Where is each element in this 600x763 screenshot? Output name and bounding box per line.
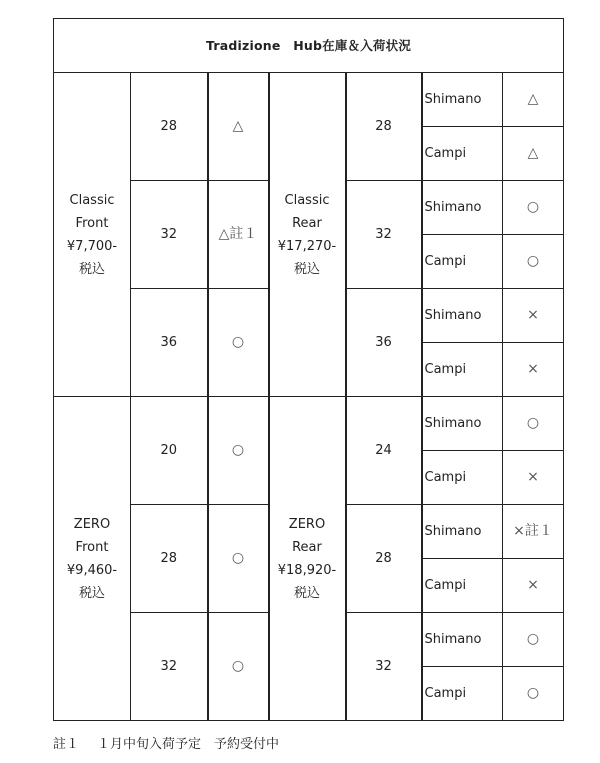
rear-model-tax: 税込	[293, 261, 320, 277]
front-model-name: Classic	[69, 192, 115, 208]
brand-cell: Shimano	[422, 181, 503, 235]
brand-cell: Shimano	[422, 505, 503, 559]
rear-status: ○	[503, 397, 564, 451]
brand-cell: Shimano	[422, 397, 503, 451]
front-model-cell	[54, 397, 131, 721]
brand-cell: Shimano	[422, 73, 503, 127]
rear-status: ○	[503, 613, 564, 667]
front-size: 28	[131, 73, 208, 181]
brand-cell: Shimano	[422, 289, 503, 343]
brand-cell: Campi	[422, 559, 503, 613]
front-model-price: ¥9,460-	[66, 562, 118, 578]
brand-cell: Campi	[422, 343, 503, 397]
footnote-label: 註１	[53, 737, 80, 752]
rear-status: ×	[503, 559, 564, 613]
rear-size: 36	[346, 289, 422, 397]
hub-inventory-table	[53, 18, 564, 721]
front-model-type: Front	[75, 539, 109, 555]
front-model-tax: 税込	[78, 261, 105, 277]
rear-model-cell	[269, 73, 346, 397]
footnote	[53, 733, 297, 752]
front-model-type: Front	[75, 215, 109, 231]
front-status: △註１	[208, 181, 269, 289]
rear-status: ○	[503, 667, 564, 721]
front-size: 28	[131, 505, 208, 613]
rear-status: ○	[503, 235, 564, 289]
front-status: ○	[208, 397, 269, 505]
front-model-tax: 税込	[78, 585, 105, 601]
front-size: 32	[131, 613, 208, 721]
brand-cell: Campi	[422, 451, 503, 505]
brand-cell: Campi	[422, 667, 503, 721]
table-title: Tradizione Hub在庫＆入荷状況	[54, 19, 564, 73]
front-status: ○	[208, 613, 269, 721]
rear-size: 28	[346, 73, 422, 181]
front-size: 36	[131, 289, 208, 397]
rear-model-cell	[269, 397, 346, 721]
rear-model-price: ¥18,920-	[277, 562, 337, 578]
rear-status: ○	[503, 181, 564, 235]
rear-model-price: ¥17,270-	[277, 238, 337, 254]
front-size: 20	[131, 397, 208, 505]
brand-cell: Campi	[422, 127, 503, 181]
front-status: △	[208, 73, 269, 181]
front-model-name: ZERO	[73, 516, 111, 532]
rear-status: ×	[503, 289, 564, 343]
front-model-price: ¥7,700-	[66, 238, 118, 254]
rear-status: ×註１	[503, 505, 564, 559]
brand-cell: Shimano	[422, 613, 503, 667]
rear-status: △	[503, 127, 564, 181]
rear-size: 28	[346, 505, 422, 613]
front-size: 32	[131, 181, 208, 289]
rear-size: 24	[346, 397, 422, 505]
rear-size: 32	[346, 181, 422, 289]
rear-model-tax: 税込	[293, 585, 320, 601]
front-model-cell	[54, 73, 131, 397]
rear-size: 32	[346, 613, 422, 721]
rear-model-type: Rear	[292, 539, 322, 555]
rear-status: △	[503, 73, 564, 127]
rear-model-type: Rear	[292, 215, 322, 231]
front-status: ○	[208, 289, 269, 397]
rear-status: ×	[503, 343, 564, 397]
brand-cell: Campi	[422, 235, 503, 289]
rear-status: ×	[503, 451, 564, 505]
rear-model-name: Classic	[284, 192, 330, 208]
rear-model-name: ZERO	[288, 516, 326, 532]
front-status: ○	[208, 505, 269, 613]
footnote-text: １月中旬入荷予定 予約受付中	[97, 737, 280, 752]
